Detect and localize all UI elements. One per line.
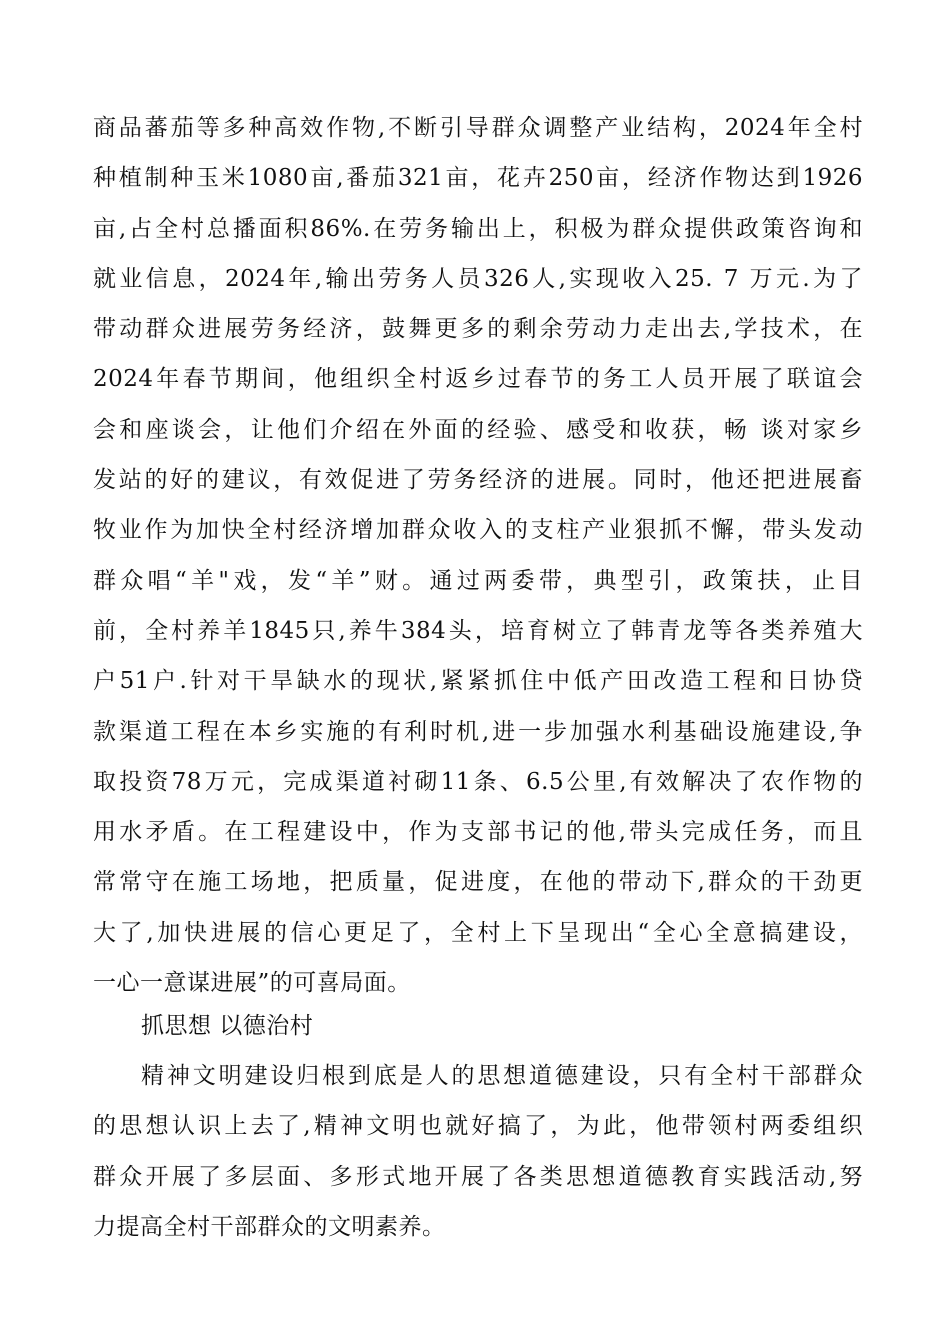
paragraph-line: 的思想认识上去了,精神文明也就好搞了，为此，他带领村两委组织: [93, 1113, 863, 1140]
paragraph-line: 亩,占全村总播面积86%.在劳务输出上，积极为群众提供政策咨询和: [93, 215, 863, 242]
paragraph-line: 力提高全村干部群众的文明素养。: [93, 1213, 446, 1240]
paragraph-line: 会和座谈会，让他们介绍在外面的经验、感受和收获，畅 谈对家乡: [93, 416, 863, 443]
paragraph-line: 用水矛盾。在工程建设中，作为支部书记的他,带头完成任务，而且: [93, 819, 863, 846]
paragraph-line: 带动群众进展劳务经济，鼓舞更多的剩余劳动力走出去,学技术，在: [93, 316, 863, 343]
paragraph-line: 大了,加快进展的信心更足了，全村上下呈现出“全心全意搞建设，: [93, 919, 863, 946]
paragraph-line: 户51户.针对干旱缺水的现状,紧紧抓住中低产田改造工程和日协贷: [93, 668, 863, 695]
paragraph-line: 牧业作为加快全村经济增加群众收入的支柱产业狠抓不懈，带头发动: [93, 517, 863, 544]
paragraph-line: 群众唱“羊"戏，发“羊”财。通过两委带，典型引，政策扶，止目: [93, 567, 863, 594]
paragraph-line: 前，全村养羊1845只,养牛384头，培育树立了韩青龙等各类养殖大: [93, 617, 863, 644]
paragraph-line: 就业信息，2024年,输出劳务人员326人,实现收入25. 7 万元.为了: [93, 265, 863, 292]
paragraph-line: 发站的好的建议，有效促进了劳务经济的进展。同时，他还把进展畜: [93, 467, 863, 494]
paragraph-line: 精神文明建设归根到底是人的思想道德建设，只有全村干部群众: [141, 1063, 863, 1089]
paragraph-line: 商品蕃茄等多种高效作物,不断引导群众调整产业结构，2024年全村: [93, 115, 863, 141]
section-heading-block: [93, 1001, 863, 1051]
paragraph-line: 群众开展了多层面、多形式地开展了各类思想道德教育实践活动,努: [93, 1163, 863, 1190]
paragraph-line: 常常守在施工场地，把质量，促进度，在他的带动下,群众的干劲更: [93, 869, 863, 896]
paragraph-line: 取投资78万元，完成渠道衬砌11条、6.5公里,有效解决了农作物的: [93, 768, 863, 795]
body-paragraph-1: [93, 103, 863, 1008]
paragraph-line: 一心一意谋进展”的可喜局面。: [93, 970, 411, 997]
section-heading: 抓思想 以德治村: [141, 1013, 314, 1039]
paragraph-line: 2024年春节期间，他组织全村返乡过春节的务工人员开展了联谊会: [93, 366, 863, 393]
body-paragraph-2: [93, 1051, 863, 1252]
paragraph-line: 款渠道工程在本乡实施的有利时机,进一步加强水利基础设施建设,争: [93, 718, 863, 745]
paragraph-line: 种植制种玉米1080亩,番茄321亩，花卉250亩，经济作物达到1926: [93, 165, 863, 192]
